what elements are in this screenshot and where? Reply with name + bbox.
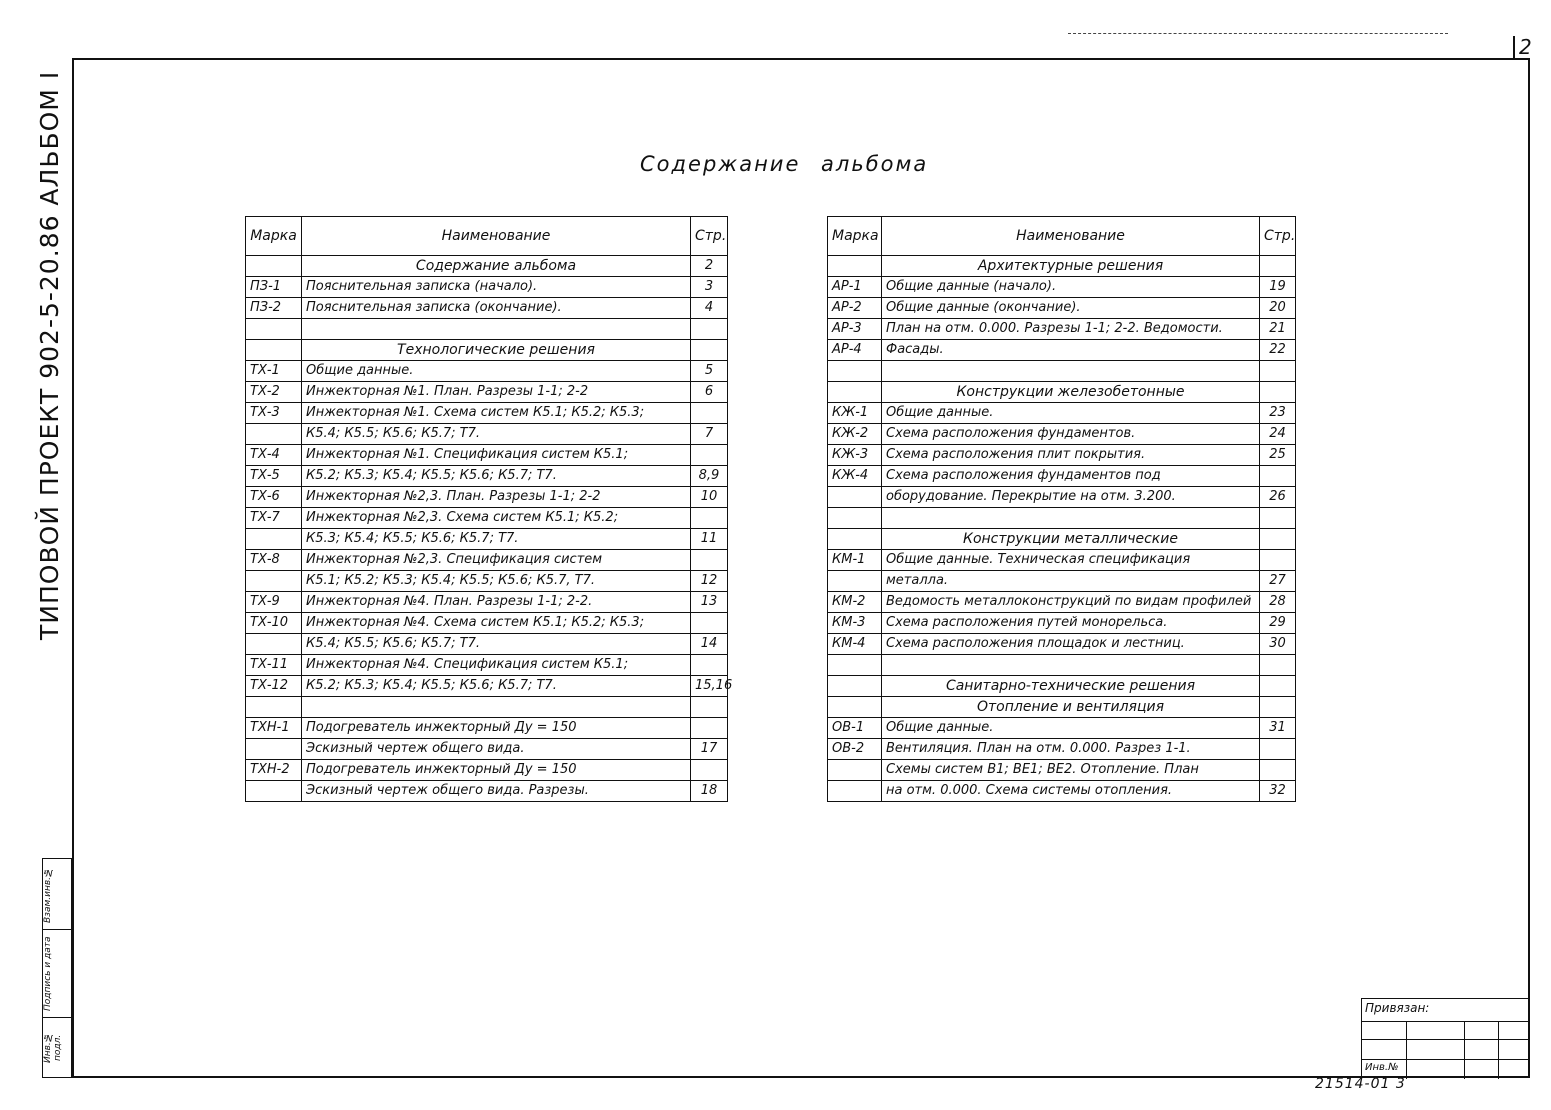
row-page: 20: [1260, 298, 1296, 319]
row-page: 27: [1260, 571, 1296, 592]
header-name: Наименование: [882, 217, 1260, 256]
row-page: [1260, 655, 1296, 676]
row-name: [882, 508, 1260, 529]
row-name: [882, 361, 1260, 382]
toc-row: [828, 613, 1296, 634]
toc-row: [246, 487, 728, 508]
row-page: 14: [691, 634, 728, 655]
toc-row: [828, 676, 1296, 697]
row-mark: ТХ-12: [246, 676, 302, 697]
row-mark: КМ-3: [828, 613, 882, 634]
toc-row: [246, 508, 728, 529]
toc-row: [246, 382, 728, 403]
row-mark: [246, 256, 302, 277]
stamp-label-inv: Взам.инв.№: [43, 866, 53, 924]
side-title: ТИПОВОЙ ПРОЕКТ 902-5-20.86 АЛЬБОМ I: [35, 70, 64, 640]
row-name: Схема расположения площадок и лестниц.: [882, 634, 1260, 655]
row-mark: ТХН-2: [246, 760, 302, 781]
row-name: Эскизный чертеж общего вида. Разрезы.: [302, 781, 691, 802]
row-name: Схема расположения фундаментов.: [882, 424, 1260, 445]
row-mark: [246, 571, 302, 592]
row-name: Схема расположения путей монорельса.: [882, 613, 1260, 634]
row-name: Общие данные (окончание).: [882, 298, 1260, 319]
row-name: Инжекторная №4. Спецификация систем К5.1;: [302, 655, 691, 676]
row-page: 24: [1260, 424, 1296, 445]
row-page: [1260, 508, 1296, 529]
toc-row: [828, 256, 1296, 277]
row-mark: АР-2: [828, 298, 882, 319]
stamp-label-orig: Инв.№ подл.: [43, 1032, 63, 1064]
row-page: 18: [691, 781, 728, 802]
stamp-label-sign: Подпись и дата: [43, 936, 53, 1012]
row-mark: [828, 655, 882, 676]
section-heading: Архитектурные решения: [882, 256, 1260, 277]
row-page: [691, 655, 728, 676]
row-name: Схемы систем В1; ВЕ1; ВЕ2. Отопление. План: [882, 760, 1260, 781]
row-name: Инжекторная №2,3. План. Разрезы 1-1; 2-2: [302, 487, 691, 508]
row-name: [302, 319, 691, 340]
page-title: Содержание альбома: [640, 152, 929, 176]
row-page: [1260, 529, 1296, 550]
row-page: 30: [1260, 634, 1296, 655]
toc-row: [828, 571, 1296, 592]
row-page: 19: [1260, 277, 1296, 298]
toc-row: [828, 445, 1296, 466]
header-mark: Марка: [246, 217, 302, 256]
toc-row: [828, 739, 1296, 760]
row-page: [691, 613, 728, 634]
row-page: 21: [1260, 319, 1296, 340]
toc-row: [828, 634, 1296, 655]
row-mark: КЖ-1: [828, 403, 882, 424]
toc-row: [828, 529, 1296, 550]
toc-row: [828, 655, 1296, 676]
row-page: [1260, 550, 1296, 571]
toc-row: [828, 319, 1296, 340]
toc-row: [246, 361, 728, 382]
row-mark: ТХ-8: [246, 550, 302, 571]
toc-row: [246, 571, 728, 592]
row-page: 7: [691, 424, 728, 445]
toc-body-right: [828, 256, 1296, 802]
row-page: [691, 760, 728, 781]
toc-table-left: [245, 216, 733, 802]
toc-row: [246, 781, 728, 802]
row-name: К5.2; К5.3; К5.4; К5.5; К5.6; К5.7; Т7.: [302, 466, 691, 487]
toc-table-right: [827, 216, 1296, 802]
row-name: План на отм. 0.000. Разрезы 1-1; 2-2. Ведомости.: [882, 319, 1260, 340]
row-page: 8,9: [691, 466, 728, 487]
toc-row: [828, 382, 1296, 403]
row-mark: ПЗ-1: [246, 277, 302, 298]
row-name: Инжекторная №1. Спецификация систем К5.1;: [302, 445, 691, 466]
row-page: 17: [691, 739, 728, 760]
toc-header-row: [246, 217, 728, 256]
row-mark: [828, 256, 882, 277]
row-name: Подогреватель инжекторный Ду = 150: [302, 760, 691, 781]
row-mark: КЖ-3: [828, 445, 882, 466]
row-name: К5.3; К5.4; К5.5; К5.6; К5.7; Т7.: [302, 529, 691, 550]
section-heading: Конструкции железобетонные: [882, 382, 1260, 403]
toc-row: [246, 256, 728, 277]
row-mark: ТХ-9: [246, 592, 302, 613]
row-name: Пояснительная записка (окончание).: [302, 298, 691, 319]
binding-stamp: [1361, 998, 1530, 1078]
toc-row: [828, 298, 1296, 319]
row-page: 32: [1260, 781, 1296, 802]
row-page: 6: [691, 382, 728, 403]
row-mark: ТХ-10: [246, 613, 302, 634]
row-page: 29: [1260, 613, 1296, 634]
toc-row: [828, 718, 1296, 739]
row-page: 28: [1260, 592, 1296, 613]
row-name: Инжекторная №4. План. Разрезы 1-1; 2-2.: [302, 592, 691, 613]
stamp-divider: [43, 929, 71, 930]
row-mark: АР-4: [828, 340, 882, 361]
row-page: [691, 445, 728, 466]
row-name: Общие данные (начало).: [882, 277, 1260, 298]
row-name: К5.4; К5.5; К5.6; К5.7; Т7.: [302, 424, 691, 445]
row-name: Ведомость металлоконструкций по видам профилей: [882, 592, 1260, 613]
toc-row: [828, 781, 1296, 802]
toc-row: [246, 403, 728, 424]
row-page: [691, 319, 728, 340]
toc-row: [828, 697, 1296, 718]
page-number: 2: [1513, 36, 1537, 58]
row-name: [302, 697, 691, 718]
binding-col-line: [1406, 1021, 1407, 1079]
row-name: Вентиляция. План на отм. 0.000. Разрез 1-1.: [882, 739, 1260, 760]
row-name: Схема расположения плит покрытия.: [882, 445, 1260, 466]
toc-header-row: [828, 217, 1296, 256]
binding-row-line: [1362, 1021, 1530, 1022]
toc-row: [828, 487, 1296, 508]
row-mark: КМ-4: [828, 634, 882, 655]
binding-row-line: [1362, 1039, 1530, 1040]
toc-row: [246, 466, 728, 487]
row-page: [691, 508, 728, 529]
row-mark: КМ-2: [828, 592, 882, 613]
row-page: 22: [1260, 340, 1296, 361]
toc-row: [828, 508, 1296, 529]
row-page: 12: [691, 571, 728, 592]
row-mark: КЖ-4: [828, 466, 882, 487]
row-mark: [246, 340, 302, 361]
row-name: Инжекторная №4. Схема систем К5.1; К5.2; К5.3;: [302, 613, 691, 634]
row-name: Схема расположения фундаментов под: [882, 466, 1260, 487]
row-mark: [828, 760, 882, 781]
toc-row: [246, 697, 728, 718]
toc-row: [828, 550, 1296, 571]
section-heading: Санитарно-технические решения: [882, 676, 1260, 697]
row-mark: КМ-1: [828, 550, 882, 571]
row-name: К5.2; К5.3; К5.4; К5.5; К5.6; К5.7; Т7.: [302, 676, 691, 697]
row-mark: [246, 697, 302, 718]
row-page: [691, 718, 728, 739]
row-mark: ТХ-1: [246, 361, 302, 382]
section-heading: Конструкции металлические: [882, 529, 1260, 550]
toc-row: [246, 424, 728, 445]
toc-row: [828, 592, 1296, 613]
row-name: Общие данные.: [882, 403, 1260, 424]
row-page: 15,16: [691, 676, 728, 697]
row-mark: ПЗ-2: [246, 298, 302, 319]
document-number: 21514-01 3: [1315, 1076, 1406, 1092]
row-mark: [828, 508, 882, 529]
row-page: [691, 550, 728, 571]
row-name: К5.4; К5.5; К5.6; К5.7; Т7.: [302, 634, 691, 655]
row-name: Общие данные. Техническая спецификация: [882, 550, 1260, 571]
row-name: Инжекторная №1. Схема систем К5.1; К5.2; К5.3;: [302, 403, 691, 424]
toc-row: [828, 466, 1296, 487]
toc-row: [246, 550, 728, 571]
row-name: металла.: [882, 571, 1260, 592]
header-page: Стр.: [1260, 217, 1296, 256]
row-page: 25: [1260, 445, 1296, 466]
toc-row: [828, 403, 1296, 424]
approval-stamp: [42, 858, 72, 1078]
row-name: на отм. 0.000. Схема системы отопления.: [882, 781, 1260, 802]
binding-row-line: [1362, 1059, 1530, 1060]
row-page: [691, 403, 728, 424]
row-mark: АР-3: [828, 319, 882, 340]
row-page: 11: [691, 529, 728, 550]
stamp-divider: [43, 1017, 71, 1018]
row-mark: [828, 571, 882, 592]
row-page: 4: [691, 298, 728, 319]
row-page: 23: [1260, 403, 1296, 424]
toc-row: [828, 277, 1296, 298]
toc-row: [246, 340, 728, 361]
row-mark: [246, 781, 302, 802]
binding-col-line: [1498, 1021, 1499, 1079]
row-mark: КЖ-2: [828, 424, 882, 445]
toc-row: [246, 655, 728, 676]
section-heading: Отопление и вентиляция: [882, 697, 1260, 718]
section-heading: Содержание альбома: [302, 256, 691, 277]
row-name: Общие данные.: [302, 361, 691, 382]
row-mark: [246, 424, 302, 445]
binding-col-line: [1464, 1021, 1465, 1079]
row-name: Эскизный чертеж общего вида.: [302, 739, 691, 760]
row-name: Инжекторная №2,3. Спецификация систем: [302, 550, 691, 571]
toc-row: [246, 592, 728, 613]
row-mark: [828, 382, 882, 403]
row-mark: [828, 487, 882, 508]
section-heading: Технологические решения: [302, 340, 691, 361]
row-mark: [828, 781, 882, 802]
row-page: [1260, 760, 1296, 781]
row-page: [1260, 739, 1296, 760]
row-name: оборудование. Перекрытие на отм. 3.200.: [882, 487, 1260, 508]
toc-row: [246, 739, 728, 760]
toc-row: [828, 340, 1296, 361]
toc-body-left: [246, 256, 733, 802]
header-mark: Марка: [828, 217, 882, 256]
row-page: [1260, 697, 1296, 718]
row-mark: [828, 529, 882, 550]
row-page: 2: [691, 256, 728, 277]
row-mark: ТХН-1: [246, 718, 302, 739]
row-mark: ТХ-7: [246, 508, 302, 529]
row-page: [1260, 466, 1296, 487]
row-page: 5: [691, 361, 728, 382]
row-page: 31: [1260, 718, 1296, 739]
row-name: Инжекторная №1. План. Разрезы 1-1; 2-2: [302, 382, 691, 403]
row-page: [1260, 361, 1296, 382]
row-page: 3: [691, 277, 728, 298]
row-mark: ТХ-11: [246, 655, 302, 676]
binding-label: Привязан:: [1365, 1001, 1430, 1015]
row-mark: [246, 529, 302, 550]
row-mark: ТХ-4: [246, 445, 302, 466]
header-page: Стр.: [691, 217, 728, 256]
header-name: Наименование: [302, 217, 691, 256]
top-dashed-line: [1068, 33, 1448, 34]
inv-label: Инв.№: [1365, 1062, 1399, 1073]
row-name: [882, 655, 1260, 676]
toc-row: [246, 319, 728, 340]
toc-row: [246, 529, 728, 550]
row-mark: [828, 697, 882, 718]
row-mark: [246, 739, 302, 760]
row-mark: ТХ-3: [246, 403, 302, 424]
toc-row: [246, 718, 728, 739]
toc-row: [828, 760, 1296, 781]
row-page: [1260, 256, 1296, 277]
row-mark: [246, 634, 302, 655]
row-mark: ТХ-6: [246, 487, 302, 508]
row-mark: ОВ-1: [828, 718, 882, 739]
row-name: Фасады.: [882, 340, 1260, 361]
row-name: Инжекторная №2,3. Схема систем К5.1; К5.2;: [302, 508, 691, 529]
row-name: К5.1; К5.2; К5.3; К5.4; К5.5; К5.6; К5.7, Т7.: [302, 571, 691, 592]
toc-row: [246, 613, 728, 634]
row-mark: ТХ-2: [246, 382, 302, 403]
row-page: [1260, 676, 1296, 697]
toc-row: [828, 361, 1296, 382]
row-name: Общие данные.: [882, 718, 1260, 739]
row-page: [691, 697, 728, 718]
row-mark: [828, 361, 882, 382]
row-mark: ОВ-2: [828, 739, 882, 760]
toc-row: [246, 760, 728, 781]
row-name: Пояснительная записка (начало).: [302, 277, 691, 298]
row-page: 26: [1260, 487, 1296, 508]
row-page: 13: [691, 592, 728, 613]
row-page: [691, 340, 728, 361]
toc-row: [246, 634, 728, 655]
toc-row: [828, 424, 1296, 445]
toc-row: [246, 676, 728, 697]
row-mark: АР-1: [828, 277, 882, 298]
row-mark: [246, 319, 302, 340]
row-mark: [828, 676, 882, 697]
toc-row: [246, 298, 728, 319]
row-mark: ТХ-5: [246, 466, 302, 487]
row-page: 10: [691, 487, 728, 508]
toc-row: [246, 445, 728, 466]
toc-row: [246, 277, 728, 298]
row-name: Подогреватель инжекторный Ду = 150: [302, 718, 691, 739]
row-page: [1260, 382, 1296, 403]
